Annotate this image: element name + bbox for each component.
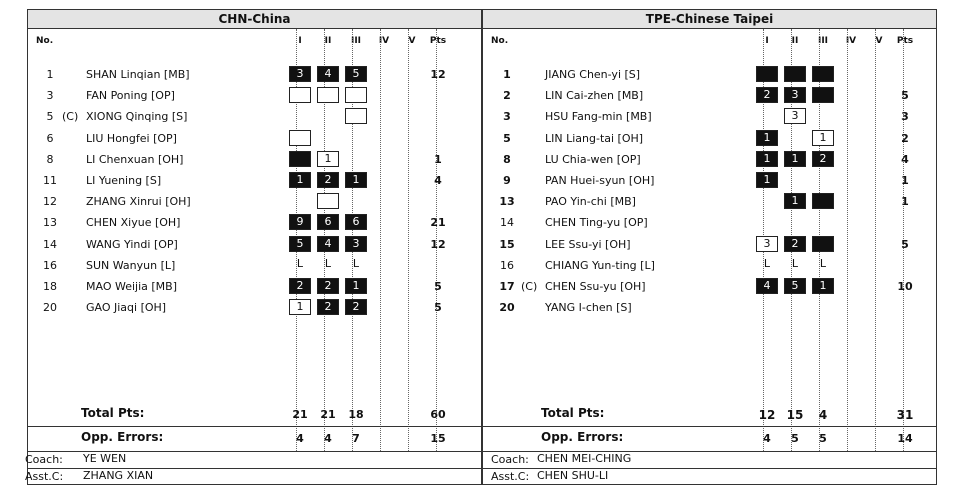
- player-name: SUN Wanyun [L]: [86, 258, 176, 272]
- player-number: 8: [46, 152, 54, 166]
- captain-marker: (C): [521, 280, 538, 293]
- set-points-box: 4: [317, 236, 339, 252]
- player-number: 16: [43, 258, 57, 272]
- player-number: 20: [43, 301, 57, 315]
- player-points: 5: [901, 237, 909, 251]
- set-points-box: 2: [317, 299, 339, 315]
- player-number: 8: [503, 152, 511, 166]
- set-points-box: 1: [812, 130, 834, 146]
- set-points-box: L: [352, 256, 360, 270]
- set-points-box: 2: [784, 236, 806, 252]
- set-points-box: [812, 66, 834, 82]
- opp-errors-set: 5: [819, 432, 827, 445]
- player-number: 13: [43, 216, 57, 230]
- player-points: 4: [434, 174, 442, 187]
- set-points-box: 4: [317, 66, 339, 82]
- set-points-box: 6: [345, 214, 367, 230]
- set-points-box: 1: [317, 151, 339, 167]
- player-number: 13: [499, 195, 515, 209]
- set-points-box: [345, 87, 367, 103]
- total-points-row: [483, 403, 936, 425]
- player-number: 15: [499, 237, 515, 251]
- col-header-pts: Pts: [896, 36, 914, 46]
- player-row: [483, 149, 936, 170]
- player-row: [483, 191, 936, 212]
- player-number: 3: [503, 110, 511, 124]
- player-name: CHEN Ting-yu [OP]: [545, 216, 648, 230]
- player-row: [483, 170, 936, 191]
- set-points-box: 1: [756, 130, 778, 146]
- total-set-points: 21: [320, 408, 336, 421]
- player-name: LIU Hongfei [OP]: [86, 131, 177, 145]
- player-number: 12: [43, 195, 57, 209]
- set-points-box: 1: [289, 299, 311, 315]
- total-set-points: 15: [786, 408, 804, 422]
- set-points-box: L: [763, 256, 771, 270]
- player-points: 5: [901, 89, 909, 103]
- player-row: [483, 128, 936, 149]
- set-points-box: 1: [289, 172, 311, 188]
- player-row: [483, 212, 936, 233]
- player-name: GAO Jiaqi [OH]: [86, 301, 167, 315]
- coach-name: YE WEN: [83, 452, 127, 465]
- player-name: LEE Ssu-yi [OH]: [545, 237, 631, 251]
- player-number: 3: [46, 89, 54, 103]
- set-points-box: 1: [345, 278, 367, 294]
- player-row: [28, 212, 481, 233]
- player-row: [28, 191, 481, 212]
- opp-errors-set: 4: [763, 432, 771, 445]
- player-points: 21: [430, 216, 446, 230]
- player-number: 5: [46, 110, 54, 124]
- assistant-coach-name: ZHANG XIAN: [83, 469, 154, 482]
- player-name: PAN Huei-syun [OH]: [545, 174, 655, 187]
- set-points-box: 1: [345, 172, 367, 188]
- player-row: [28, 64, 481, 85]
- player-row: [483, 85, 936, 106]
- set-points-box: 1: [784, 151, 806, 167]
- player-row: [28, 149, 481, 170]
- set-points-box: 1: [756, 172, 778, 188]
- col-header-pts: Pts: [429, 36, 447, 46]
- player-row: [28, 170, 481, 191]
- set-points-box: 2: [289, 278, 311, 294]
- assistant-coach-label: Asst.C:: [25, 470, 64, 483]
- set-points-box: 2: [756, 87, 778, 103]
- opp-errors-set: 4: [324, 432, 332, 445]
- col-header-set-4: IV: [845, 36, 857, 46]
- opp-errors-total: 14: [897, 432, 913, 445]
- set-points-box: 2: [317, 278, 339, 294]
- team-panel-tpe: [482, 9, 937, 485]
- set-points-box: [289, 151, 311, 167]
- player-name: LI Yuening [S]: [86, 174, 162, 187]
- opp-errors-row: [483, 427, 936, 449]
- player-row: [483, 297, 936, 318]
- set-points-box: [289, 130, 311, 146]
- col-header-set-2: II: [324, 36, 332, 46]
- player-row: [483, 106, 936, 127]
- player-row: [483, 255, 936, 276]
- player-points: 3: [901, 110, 909, 124]
- coach-label: Coach:: [491, 453, 529, 466]
- player-row: [483, 234, 936, 255]
- player-name: LU Chia-wen [OP]: [545, 152, 641, 166]
- player-name: FAN Poning [OP]: [86, 89, 175, 103]
- player-number: 14: [500, 216, 514, 230]
- player-number: 18: [43, 280, 57, 293]
- team-panel-chn: [27, 9, 482, 485]
- player-name: XIONG Qinqing [S]: [86, 110, 188, 124]
- player-row: [28, 276, 481, 297]
- set-points-box: 3: [289, 66, 311, 82]
- player-points: 10: [897, 280, 913, 293]
- team-title: CHN-China: [28, 10, 481, 29]
- total-points-label: Total Pts:: [81, 406, 145, 420]
- total-set-points: 18: [348, 408, 364, 421]
- assistant-coach-label: Asst.C:: [491, 470, 530, 483]
- col-header-set-4: IV: [378, 36, 390, 46]
- player-name: MAO Weijia [MB]: [86, 280, 178, 293]
- set-points-box: 5: [784, 278, 806, 294]
- set-points-box: 2: [345, 299, 367, 315]
- player-name: YANG I-chen [S]: [545, 301, 632, 315]
- set-points-box: 9: [289, 214, 311, 230]
- player-number: 1: [503, 68, 511, 81]
- captain-marker: (C): [62, 110, 79, 124]
- player-points: 5: [434, 280, 442, 293]
- col-header-set-1: I: [765, 36, 769, 46]
- player-number: 9: [503, 174, 511, 187]
- player-number: 20: [499, 301, 515, 315]
- set-points-box: 4: [756, 278, 778, 294]
- opp-errors-total: 15: [430, 432, 446, 445]
- set-points-box: [812, 193, 834, 209]
- player-row: [28, 234, 481, 255]
- player-row: [483, 276, 936, 297]
- player-number: 11: [43, 174, 57, 187]
- total-points-label: Total Pts:: [541, 406, 605, 420]
- player-number: 5: [503, 131, 511, 145]
- opp-errors-label: Opp. Errors:: [81, 430, 164, 444]
- set-points-box: 5: [289, 236, 311, 252]
- set-points-box: [812, 87, 834, 103]
- player-number: 16: [500, 258, 514, 272]
- player-points: 1: [901, 174, 909, 187]
- opp-errors-set: 7: [352, 432, 360, 445]
- total-set-points: 21: [292, 408, 308, 421]
- player-row: [28, 128, 481, 149]
- player-name: HSU Fang-min [MB]: [545, 110, 652, 124]
- set-points-box: [317, 87, 339, 103]
- coach-label: Coach:: [25, 453, 63, 466]
- opp-errors-set: 5: [791, 432, 799, 445]
- coach-name: CHEN MEI-CHING: [537, 452, 632, 465]
- player-name: WANG Yindi [OP]: [86, 237, 178, 251]
- set-points-box: [756, 66, 778, 82]
- set-points-box: 1: [784, 193, 806, 209]
- set-points-box: [289, 87, 311, 103]
- col-header-set-2: II: [791, 36, 799, 46]
- player-number: 14: [43, 237, 57, 251]
- set-points-box: [812, 236, 834, 252]
- set-points-box: 1: [812, 278, 834, 294]
- player-number: 1: [46, 68, 54, 81]
- player-row: [28, 106, 481, 127]
- assistant-coach-name: CHEN SHU-LI: [537, 469, 609, 482]
- total-set-points: 4: [818, 408, 828, 422]
- player-points: 5: [434, 301, 442, 315]
- set-points-box: L: [791, 256, 799, 270]
- total-match-points: 60: [430, 408, 446, 421]
- col-header-set-5: V: [408, 36, 416, 46]
- player-points: 1: [434, 152, 442, 166]
- player-row: [28, 255, 481, 276]
- player-name: CHEN Xiyue [OH]: [86, 216, 181, 230]
- set-points-box: 3: [756, 236, 778, 252]
- player-row: [28, 297, 481, 318]
- set-points-box: 3: [345, 236, 367, 252]
- player-name: LI Chenxuan [OH]: [86, 152, 184, 166]
- col-header-set-5: V: [875, 36, 883, 46]
- set-points-box: L: [819, 256, 827, 270]
- opp-errors-row: [28, 427, 481, 449]
- set-points-box: [345, 108, 367, 124]
- opp-errors-set: 4: [296, 432, 304, 445]
- player-points: 2: [901, 131, 909, 145]
- set-points-box: 1: [756, 151, 778, 167]
- total-set-points: 12: [758, 408, 776, 422]
- set-points-box: [784, 66, 806, 82]
- player-name: LIN Liang-tai [OH]: [545, 131, 644, 145]
- set-points-box: L: [296, 256, 304, 270]
- set-points-box: 2: [812, 151, 834, 167]
- player-number: 6: [46, 131, 54, 145]
- set-points-box: 3: [784, 87, 806, 103]
- player-name: ZHANG Xinrui [OH]: [86, 195, 191, 209]
- player-points: 12: [430, 68, 446, 81]
- total-match-points: 31: [896, 408, 914, 422]
- set-points-box: 2: [317, 172, 339, 188]
- col-header-set-3: III: [817, 36, 829, 46]
- player-number: 2: [503, 89, 511, 103]
- player-name: JIANG Chen-yi [S]: [545, 68, 641, 81]
- player-number: 17: [499, 280, 515, 293]
- player-points: 4: [901, 152, 909, 166]
- player-name: CHEN Ssu-yu [OH]: [545, 280, 646, 293]
- set-points-box: 3: [784, 108, 806, 124]
- player-name: SHAN Linqian [MB]: [86, 68, 190, 81]
- set-points-box: [317, 193, 339, 209]
- player-points: 12: [430, 237, 446, 251]
- total-points-row: [28, 403, 481, 425]
- col-header-no: No.: [36, 36, 54, 46]
- col-header-set-3: III: [350, 36, 362, 46]
- set-points-box: L: [324, 256, 332, 270]
- player-points: 1: [901, 195, 909, 209]
- set-points-box: 6: [317, 214, 339, 230]
- opp-errors-label: Opp. Errors:: [541, 430, 624, 444]
- player-row: [28, 85, 481, 106]
- set-points-box: 5: [345, 66, 367, 82]
- team-title: TPE-Chinese Taipei: [483, 10, 936, 29]
- player-name: CHIANG Yun-ting [L]: [545, 258, 655, 272]
- col-header-no: No.: [491, 36, 509, 46]
- col-header-set-1: I: [298, 36, 302, 46]
- player-row: [483, 64, 936, 85]
- player-name: PAO Yin-chi [MB]: [545, 195, 636, 209]
- player-name: LIN Cai-zhen [MB]: [545, 89, 644, 103]
